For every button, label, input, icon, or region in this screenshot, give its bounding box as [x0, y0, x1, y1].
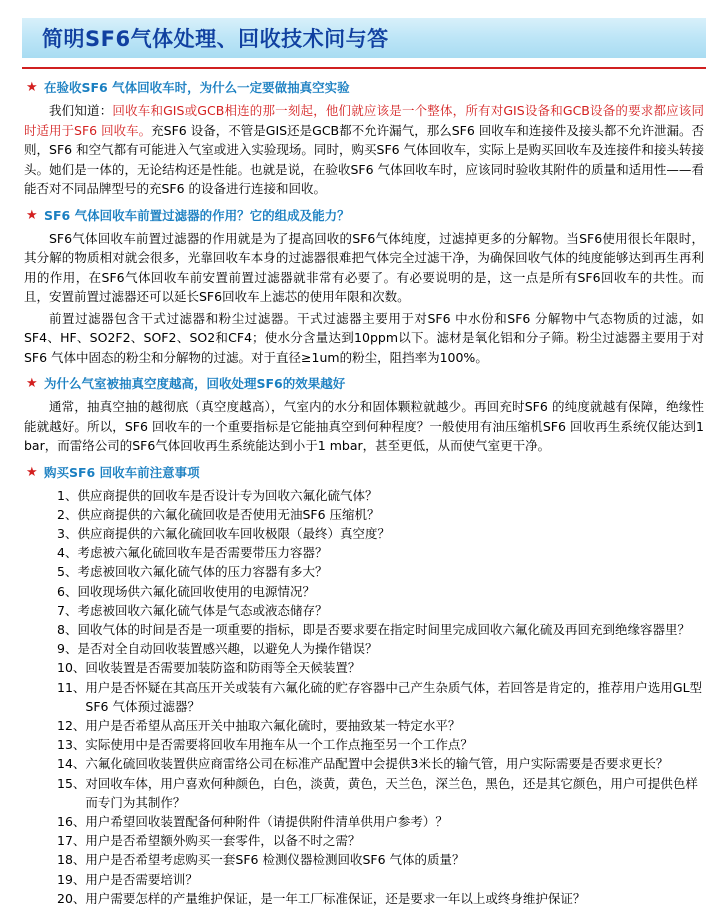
list-item	[22, 562, 706, 581]
section-2-paragraph-1: SF6气体回收车前置过滤器的作用就是为了提高回收的SF6气体纯度，过滤掉更多的分解物。当SF6使用很长年限时，其分解的物质相对就会很多，光靠回收车本身的过滤器很难把气体完全过滤干净，为确保回收气体的纯度能够达到再生再利用的作用，在SF6气体回收车前安置前置过滤器就非常有必要了。有必要说明的是，这一点是所有SF6回收车的共性。而且，安置前置过滤器还可以延长SF6回收车上滤芯的使用年限和次数。	[24, 230, 704, 304]
list-item-text: 回收现场供六氟化硫回收使用的电源情况？	[77, 583, 315, 599]
list-item-number: 8、	[57, 621, 78, 637]
list-item	[22, 601, 706, 620]
list-item-number: 9、	[57, 641, 78, 657]
list-item-text: 是否对全自动回收装置感兴趣，以避免人为操作错误？	[77, 641, 378, 657]
list-item-text: 考虑被六氟化硫回收车是否需要带压力容器？	[77, 545, 328, 561]
list-item-text: 供应商提供的六氟化硫回收车回收极限（最终）真空度？	[77, 525, 390, 541]
text-run: 充SF6 设备，不管是GIS还是GCB都不允许漏气，那么SF6 回收车和连接件及接头都不允许泄漏。否则，SF6 和空气都有可能进入气室或进入实验现场。同时，购买SF6 气体回收车，实际上是购买回收车及连接件和接头转接头。她们是一体的，无论结构还是性能。也就是说，在验收SF6 气体回收车时，应该同时验收其附件的质量和适用性——看能否对不同品牌型号的充SF6 的设备进行连接和回收。	[24, 122, 704, 196]
list-item	[22, 831, 706, 850]
list-item-number: 13、	[57, 737, 86, 753]
list-item	[22, 716, 706, 735]
page-title: 简明SF6气体处理、回收技术问与答	[42, 27, 389, 51]
list-item	[22, 850, 706, 869]
section-1-paragraph-1	[22, 101, 706, 199]
list-item	[22, 639, 706, 658]
list-item	[22, 658, 706, 677]
text-run-highlight: 回收车和GIS或GCB相连的那一刻起，他们就应该是一个整体，所有对GIS设备和GCB设备的要求都应该同时适用于SF6 回收车。	[24, 103, 704, 138]
section-heading-text: 在验收SF6 气体回收车时，为什么一定要做抽真空实验	[44, 80, 350, 95]
section-3-paragraph-1: 通常，抽真空抽的越彻底（真空度越高），气室内的水分和固体颗粒就越少。再回充时SF6 的纯度就越有保障，绝缘性能就越好。所以，SF6 回收车的一个重要指标是它能抽真空到何种程度？一般使用有油压缩机SF6 回收再生系统仅能达到1 bar，而雷络公司的SF6气体回收再生系统能达到小于1 mbar，甚至更低，从而使气室更干净。	[24, 399, 704, 453]
list-item	[22, 735, 706, 754]
list-item-text: 用户是否希望考虑购买一套SF6 检测仪器检测回收SF6 气体的质量？	[85, 852, 465, 868]
list-item-number: 19、	[57, 871, 86, 887]
list-item-text: 对回收车体，用户喜欢何种颜色，白色，淡黄，黄色，天兰色，深兰色，黑色，还是其它颜色，用户可提供色样而专门为其制作？	[85, 775, 698, 810]
list-item-number: 17、	[57, 833, 86, 849]
section-heading-2	[22, 207, 706, 225]
list-item-text: 供应商提供的六氟化硫回收是否使用无油SF6 压缩机？	[77, 506, 380, 522]
list-item-text: 考虑被回收六氟化硫气体是气态或液态储存？	[77, 602, 328, 618]
list-item-text: 用户是否需要培训？	[85, 871, 198, 887]
list-item	[22, 812, 706, 831]
list-item-number: 10、	[57, 660, 86, 676]
list-item-number: 6、	[57, 583, 78, 599]
list-item-text: 考虑被回收六氟化硫气体的压力容器有多大？	[77, 564, 328, 580]
list-item	[22, 678, 706, 716]
section-heading-text: 为什么气室被抽真空度越高，回收处理SF6的效果越好	[44, 376, 346, 391]
star-icon: ★	[26, 376, 38, 391]
list-item	[22, 754, 706, 773]
list-item-number: 2、	[57, 506, 78, 522]
document-title-band	[22, 18, 706, 58]
list-item-text: 用户希望回收装置配备何种附件（请提供附件清单供用户参考）？	[85, 813, 448, 829]
section-heading-text: 购买SF6 回收车前注意事项	[44, 464, 200, 480]
list-item-text: 用户是否希望从高压开关中抽取六氟化硫时，要抽致某一特定水平？	[85, 717, 461, 733]
list-item-text: 六氟化硫回收装置供应商雷络公司在标准产品配置中会提供3米长的输气管，用户实际需要是否要求更长？	[85, 756, 669, 772]
star-icon: ★	[26, 80, 38, 95]
list-item-number: 11、	[57, 679, 86, 695]
list-item	[22, 774, 706, 812]
list-item-number: 16、	[57, 813, 86, 829]
list-item-number: 4、	[57, 545, 78, 561]
list-item-number: 14、	[57, 756, 86, 772]
purchase-checklist	[22, 486, 706, 908]
list-item-number: 12、	[57, 717, 86, 733]
list-item-number: 18、	[57, 852, 86, 868]
star-icon: ★	[26, 207, 38, 223]
text-run: 我们知道：	[49, 103, 113, 118]
list-item	[22, 505, 706, 524]
list-item	[22, 870, 706, 889]
list-item	[22, 486, 706, 505]
list-item-number: 15、	[57, 775, 86, 791]
list-item	[22, 889, 706, 908]
list-item-number: 20、	[57, 890, 86, 906]
list-item-text: 回收装置是否需要加装防盗和防雨等全天候装置？	[85, 660, 361, 676]
list-item-text: 回收气体的时间是否是一项重要的指标，即是否要求要在指定时间里完成回收六氟化硫及再回充到绝缘容器里？	[77, 621, 690, 637]
title-divider	[22, 67, 706, 69]
list-item-number: 3、	[57, 525, 78, 541]
list-item	[22, 620, 706, 639]
list-item	[22, 543, 706, 562]
section-heading-4	[22, 464, 706, 482]
section-heading-3	[22, 375, 706, 393]
list-item-text: 用户是否怀疑在其高压开关或装有六氟化硫的贮存容器中己产生杂质气体，若回答是肯定的，推荐用户选用GL型SF6 气体预过滤器？	[85, 679, 703, 714]
section-heading-1	[22, 79, 706, 97]
list-item-text: 实际使用中是否需要将回收车用拖车从一个工作点拖至另一个工作点？	[85, 737, 473, 753]
list-item	[22, 524, 706, 543]
list-item-text: 用户是否希望额外购买一套零件，以备不时之需？	[85, 833, 361, 849]
list-item-number: 1、	[57, 487, 78, 503]
list-item-number: 7、	[57, 602, 78, 618]
list-item-text: 供应商提供的回收车是否设计专为回收六氟化硫气体？	[77, 487, 378, 503]
list-item	[22, 582, 706, 601]
document-page	[0, 18, 728, 922]
list-item-number: 5、	[57, 564, 78, 580]
section-2-paragraph-2: 前置过滤器包含干式过滤器和粉尘过滤器。干式过滤器主要用于对SF6 中水份和SF6 分解物中气态物质的过滤，如SF4、HF、SO2F2、SOF2、SO2和CF4；使水分含量达到10ppm以下。滤材是氧化铝和分子筛。粉尘过滤器主要用于对SF6 气体中固态的粉尘和分解物的过滤。对于直径≥1um的粉尘，阻挡率为100%。	[24, 310, 704, 365]
star-icon: ★	[26, 464, 38, 480]
list-item-text: 用户需要怎样的产量维护保证，是一年工厂标准保证，还是要求一年以上或终身维护保证？	[85, 890, 586, 906]
section-heading-text: SF6 气体回收车前置过滤器的作用？它的组成及能力？	[44, 207, 350, 223]
